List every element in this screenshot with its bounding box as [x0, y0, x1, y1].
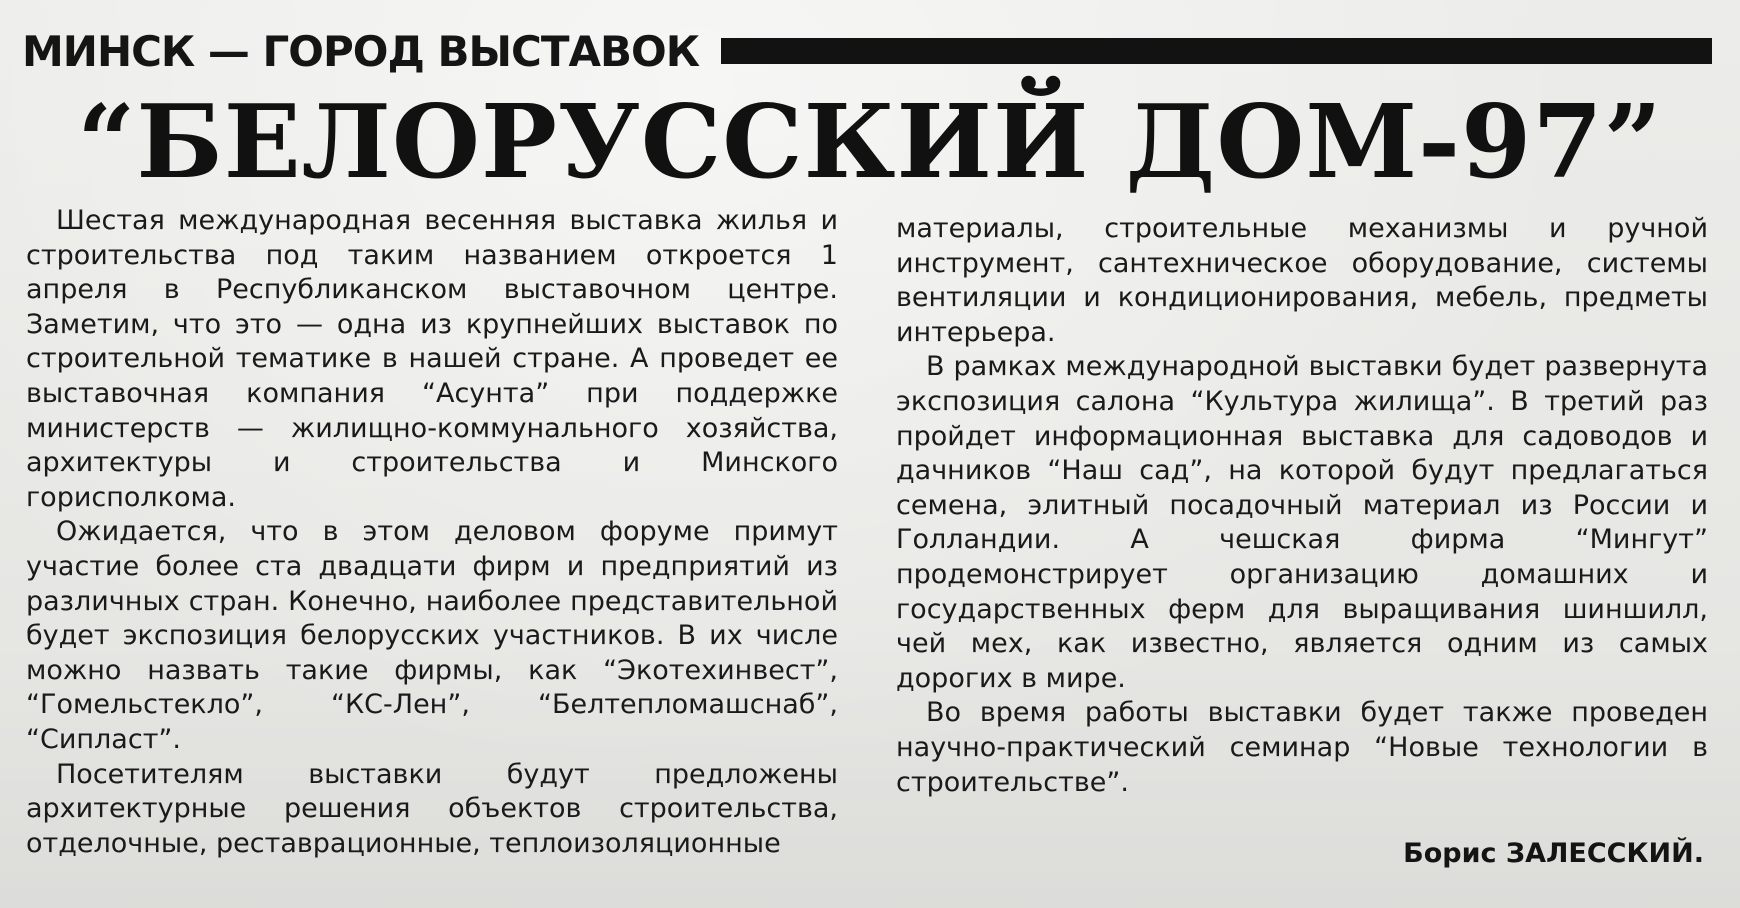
article-column-left: [26, 204, 838, 861]
article-paragraph: В рамках международной выставки будет развернута экспозиция салона “Культура жилища”. В третий раз пройдет информационная выставка для садоводов и дачников “Наш сад”, на которой будут предлагаться семена, элитный посадочный материал из России и Голландии. А чешская фирма “Мингут” продемонстрирует организацию домашних и государственных ферм для выращивания шиншилл, чей мех, как известно, является одним из самых дорогих в мире.: [896, 351, 1708, 694]
article-author: Борис ЗАЛЕССКИЙ.: [1403, 838, 1704, 869]
article-paragraph: Шестая международная весенняя выставка жилья и строительства под таким названием откроется 1 апреля в Республиканском выставочном центре. Заметим, что это — одна из крупнейших выставок по строительной тематике в нашей стране. А проведет ее выставочная компания “Асунта” при поддержке министерств — жилищно-коммунального хозяйства, архитектуры и строительства и Минского горисполкома.: [26, 205, 838, 513]
article-paragraph-continued: материалы, строительные механизмы и ручной инструмент, сантехническое оборудование, системы вентиляции и кондиционирования, мебель, предметы интерьера.: [896, 213, 1708, 348]
article-headline: “БЕЛОРУССКИЙ ДОМ-97”: [77, 82, 1663, 201]
article-paragraph: Ожидается, что в этом деловом форуме примут участие более ста двадцати фирм и предприятий из различных стран. Конечно, наиболее представительной будет экспозиция белорусских участников. В их числе можно назвать такие фирмы, как “Экотехинвест”, “Гомельстекло”, “КС-Лен”, “Белтепломашснаб”, “Сипласт”.: [26, 516, 838, 755]
article-paragraph: Посетителям выставки будут предложены архитектурные решения объектов строительства, отделочные, реставрационные, теплоизоляционные: [26, 758, 838, 859]
article-column-right: [896, 212, 1708, 800]
rubric-row: [22, 14, 1712, 88]
rubric-label: МИНСК — ГОРОД ВЫСТАВОК: [22, 26, 700, 76]
rubric-divider-bar: [721, 38, 1712, 64]
article-paragraph: Во время работы выставки будет также проведен научно-практический семинар “Новые технологии в строительстве”.: [896, 697, 1708, 798]
